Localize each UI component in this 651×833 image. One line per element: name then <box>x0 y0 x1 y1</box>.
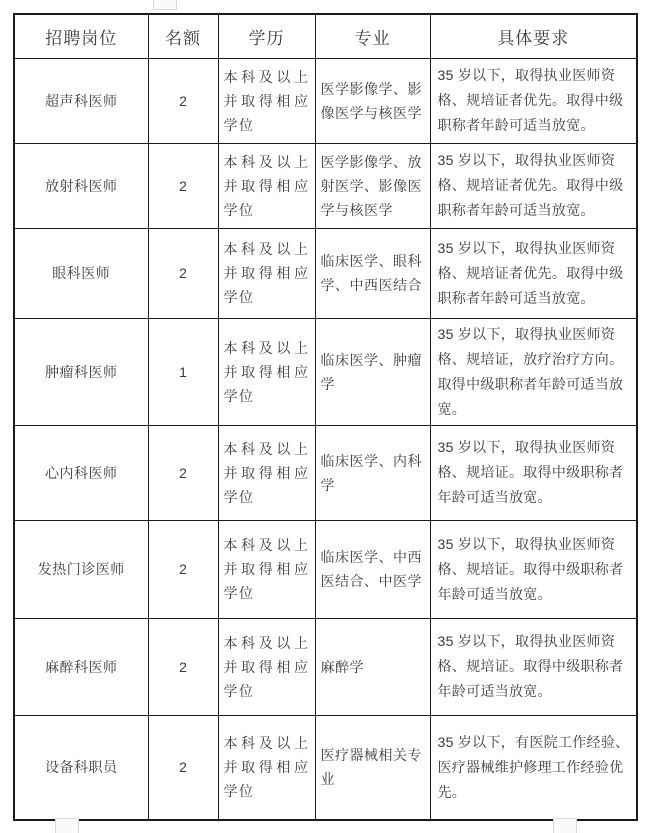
position-cell: 超声科医师 <box>14 58 148 143</box>
position-cell: 设备科职员 <box>14 715 148 820</box>
education-cell: 本科及以上并取得相应学位 <box>218 520 315 618</box>
position-cell: 眼科医师 <box>14 228 148 318</box>
table-row <box>14 715 637 820</box>
position-cell: 肿瘤科医师 <box>14 318 148 425</box>
position-cell: 放射科医师 <box>14 143 148 228</box>
requirements-cell: 35 岁以下，取得执业医师资格、规培证者优先。取得中级职称者年龄可适当放宽。 <box>430 143 637 228</box>
quota-cell: 2 <box>148 520 218 618</box>
requirements-cell: 35 岁以下，取得执业医师资格、规培证者优先。取得中级职称者年龄可适当放宽。 <box>430 58 637 143</box>
quota-cell: 2 <box>148 143 218 228</box>
quota-cell: 2 <box>148 715 218 820</box>
quota-cell: 2 <box>148 425 218 520</box>
major-cell: 医学影像学、放射医学、影像医学与核医学 <box>315 143 430 228</box>
major-cell: 麻醉学 <box>315 618 430 715</box>
page-cropmark-top <box>153 0 177 10</box>
col-header-requirements: 具体要求 <box>430 14 637 58</box>
requirements-cell: 35 岁以下，取得执业医师资格、规培证，放疗治疗方向。取得中级职称者年龄可适当放宽。 <box>430 318 637 425</box>
requirements-cell: 35 岁以下，有医院工作经验、医疗器械维护修理工作经验优先。 <box>430 715 637 820</box>
col-header-education: 学历 <box>218 14 315 58</box>
quota-cell: 2 <box>148 58 218 143</box>
table-row <box>14 425 637 520</box>
major-cell: 医学影像学、影像医学与核医学 <box>315 58 430 143</box>
table-row <box>14 318 637 425</box>
education-cell: 本科及以上并取得相应学位 <box>218 228 315 318</box>
table-row <box>14 618 637 715</box>
requirements-cell: 35 岁以下，取得执业医师资格、规培证。取得中级职称者年龄可适当放宽。 <box>430 618 637 715</box>
quota-cell: 2 <box>148 228 218 318</box>
col-header-major: 专业 <box>315 14 430 58</box>
quota-cell: 2 <box>148 618 218 715</box>
recruitment-table <box>13 13 638 821</box>
position-cell: 心内科医师 <box>14 425 148 520</box>
education-cell: 本科及以上并取得相应学位 <box>218 618 315 715</box>
quota-cell: 1 <box>148 318 218 425</box>
major-cell: 医疗器械相关专业 <box>315 715 430 820</box>
page-cropmark-bottom-left <box>55 818 79 833</box>
table-row <box>14 58 637 143</box>
table-row <box>14 520 637 618</box>
position-cell: 麻醉科医师 <box>14 618 148 715</box>
position-cell: 发热门诊医师 <box>14 520 148 618</box>
major-cell: 临床医学、眼科学、中西医结合 <box>315 228 430 318</box>
requirements-cell: 35 岁以下，取得执业医师资格、规培证。取得中级职称者年龄可适当放宽。 <box>430 520 637 618</box>
education-cell: 本科及以上并取得相应学位 <box>218 425 315 520</box>
major-cell: 临床医学、内科学 <box>315 425 430 520</box>
education-cell: 本科及以上并取得相应学位 <box>218 58 315 143</box>
table-header-row <box>14 14 637 58</box>
table-row <box>14 143 637 228</box>
education-cell: 本科及以上并取得相应学位 <box>218 143 315 228</box>
table-row <box>14 228 637 318</box>
col-header-position: 招聘岗位 <box>14 14 148 58</box>
major-cell: 临床医学、中西医结合、中医学 <box>315 520 430 618</box>
education-cell: 本科及以上并取得相应学位 <box>218 318 315 425</box>
requirements-cell: 35 岁以下，取得执业医师资格、规培证。取得中级职称者年龄可适当放宽。 <box>430 425 637 520</box>
col-header-quota: 名额 <box>148 14 218 58</box>
requirements-cell: 35 岁以下，取得执业医师资格、规培证者优先。取得中级职称者年龄可适当放宽。 <box>430 228 637 318</box>
page-cropmark-bottom-right <box>553 818 577 833</box>
education-cell: 本科及以上并取得相应学位 <box>218 715 315 820</box>
major-cell: 临床医学、肿瘤学 <box>315 318 430 425</box>
